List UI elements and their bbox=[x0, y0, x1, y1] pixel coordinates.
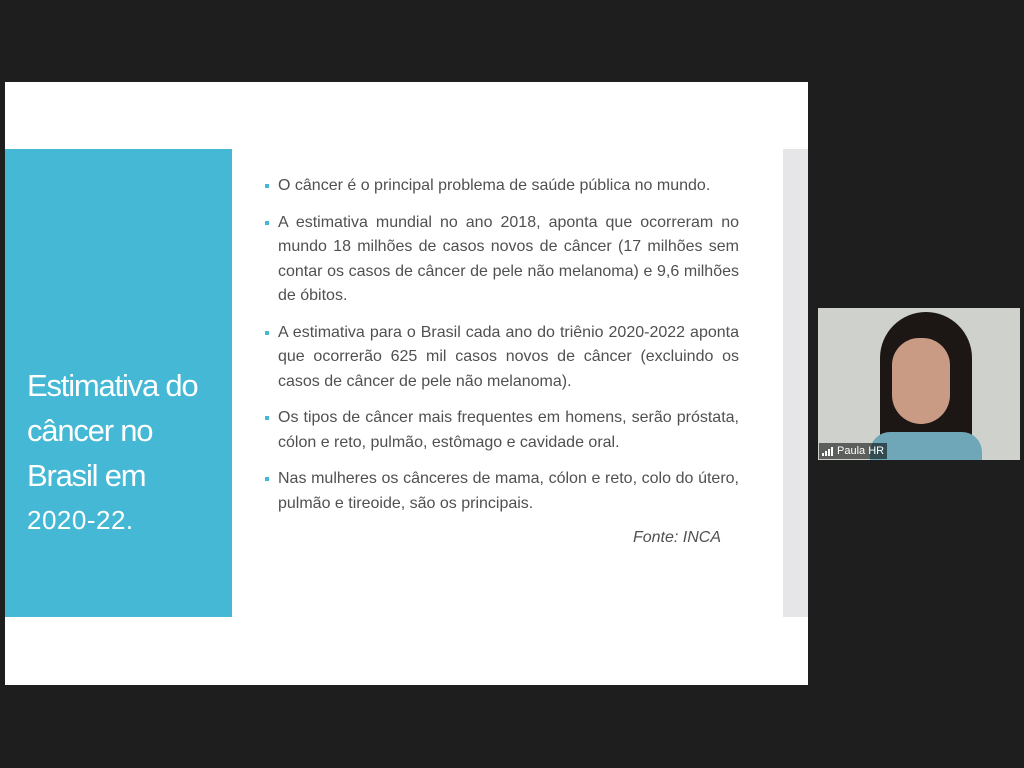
participant-video-tile[interactable] bbox=[818, 308, 1020, 460]
slide-title-line: 2020-22. bbox=[27, 505, 134, 535]
participant-name: Paula HR bbox=[837, 445, 885, 457]
title-panel bbox=[5, 149, 232, 617]
slide-side-strip bbox=[783, 149, 808, 617]
bullet-marker-icon bbox=[265, 416, 269, 420]
bullet-item bbox=[261, 467, 739, 516]
slide-title-line: câncer no bbox=[27, 413, 153, 448]
bullet-text: A estimativa para o Brasil cada ano do triênio 2020-2022 aponta que ocorrerão 625 mil casos novos de câncer (excluindo os casos de câncer de pele não melanoma). bbox=[278, 323, 739, 390]
source-citation: Fonte: INCA bbox=[632, 529, 721, 546]
bullet-text: Os tipos de câncer mais frequentes em homens, serão próstata, cólon e reto, pulmão, estômago e cavidade oral. bbox=[278, 409, 739, 451]
bullet-marker-icon bbox=[265, 184, 269, 188]
bullet-marker-icon bbox=[265, 221, 269, 225]
bullet-text: A estimativa mundial no ano 2018, aponta que ocorreram no mundo 18 milhões de casos novos de câncer (17 milhões sem contar os casos de câncer de pele não melanoma) e 9,6 milhões de óbitos. bbox=[278, 213, 739, 304]
slide-title-line: Estimativa do bbox=[27, 368, 198, 403]
bullet-marker-icon bbox=[265, 477, 269, 481]
participant-face bbox=[892, 338, 950, 424]
slide-title bbox=[27, 363, 227, 543]
bullet-text: Nas mulheres os cânceres de mama, cólon e reto, colo do útero, pulmão e tireoide, são os principais. bbox=[278, 470, 739, 512]
bullet-item bbox=[261, 321, 739, 395]
bullet-item bbox=[261, 174, 739, 199]
bullet-list bbox=[261, 174, 739, 528]
bullet-text: O câncer é o principal problema de saúde pública no mundo. bbox=[278, 177, 711, 194]
shared-slide bbox=[5, 82, 808, 685]
bullet-item bbox=[261, 406, 739, 455]
slide-title-line: Brasil em bbox=[27, 458, 146, 493]
bullet-marker-icon bbox=[265, 331, 269, 335]
bullet-item bbox=[261, 211, 739, 309]
participant-name-label bbox=[819, 443, 887, 459]
signal-bars-icon bbox=[822, 446, 834, 456]
